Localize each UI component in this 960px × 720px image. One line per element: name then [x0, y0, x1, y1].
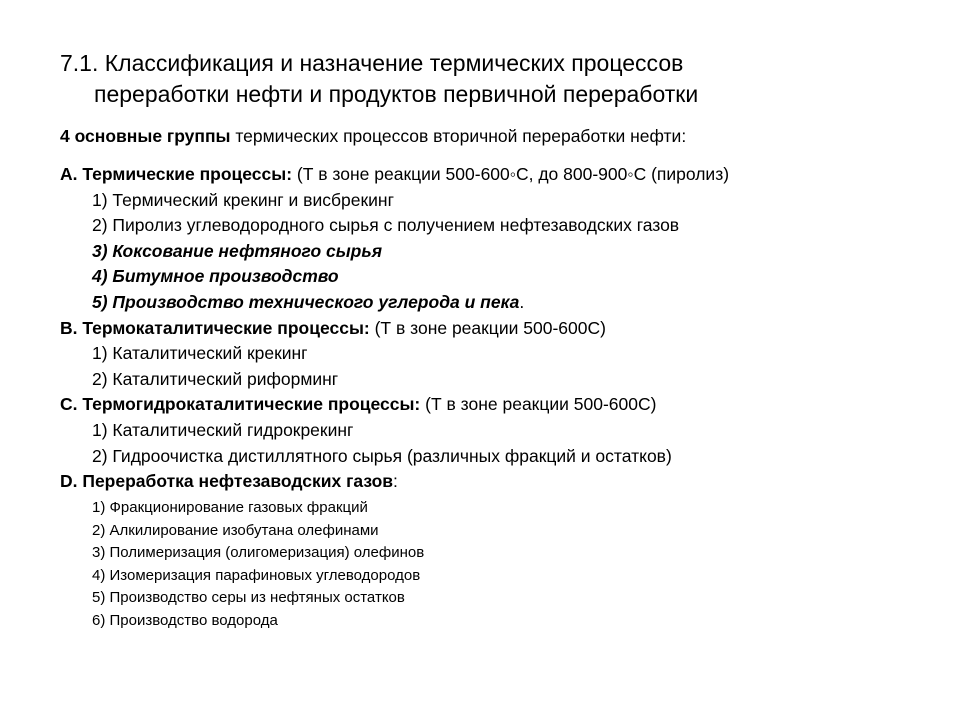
group-d-list — [92, 497, 424, 632]
group-a-note: (Т в зоне реакции 500-600◦С, до 800-900◦С (пиролиз) — [292, 164, 730, 184]
group-c-item-2: 2) Гидроочистка дистиллятного сырья (различных фракций и остатков) — [92, 445, 672, 466]
group-b-heading: B. Термокаталитические процессы: — [60, 317, 370, 338]
group-a-heading: A. Термические процессы: — [60, 164, 293, 184]
intro-bold: 4 основные группы — [60, 126, 231, 146]
group-c-note: (Т в зоне реакции 500-600С) — [420, 394, 657, 415]
group-c-heading-line — [60, 392, 729, 418]
group-d-item-1: 1) Фракционирование газовых фракций — [92, 499, 368, 516]
intro-line — [60, 124, 686, 148]
title-line-2: переработки нефти и продуктов первичной переработки — [94, 81, 699, 107]
group-d-item-6: 6) Производство водорода — [92, 611, 278, 629]
page-title — [60, 48, 920, 110]
title-line-1: 7.1. Классификация и назначение термических процессов — [60, 50, 684, 76]
group-d-item-2: 2) Алкилирование изобутана олефинами — [92, 521, 379, 539]
group-c-item-1: 1) Каталитический гидрокрекинг — [92, 419, 354, 440]
group-a-heading-line — [60, 162, 729, 188]
group-b-heading-line — [60, 316, 729, 342]
group-c-heading: C. Термогидрокаталитические процессы: — [60, 394, 421, 415]
group-d-heading: D. Переработка нефтезаводских газов — [60, 471, 394, 492]
group-b-note: (Т в зоне реакции 500-600С) — [369, 317, 606, 338]
group-d-item-5: 5) Производство серы из нефтяных остатков — [92, 589, 405, 606]
group-a-item-3: 3) Коксование нефтяного сырья — [92, 240, 383, 261]
group-b-item-1: 1) Каталитический крекинг — [92, 343, 308, 364]
group-a-item-5-tail: . — [519, 291, 525, 312]
group-d-note: : — [393, 471, 398, 492]
group-a-item-1: 1) Термический крекинг и висбрекинг — [92, 189, 394, 210]
group-d-item-4: 4) Изомеризация парафиновых углеводородов — [92, 566, 421, 584]
group-a-item-5: 5) Производство технического углерода и пека — [92, 291, 520, 312]
group-b-item-2: 2) Каталитический риформинг — [92, 368, 339, 389]
group-a-item-4: 4) Битумное производство — [92, 266, 339, 287]
group-a-item-5-line — [60, 290, 729, 316]
intro-rest: термических процессов вторичной переработки нефти: — [230, 126, 687, 146]
groups-list — [60, 162, 729, 495]
group-a-item-2: 2) Пиролиз углеводородного сырья с получением нефтезаводских газов — [92, 215, 680, 236]
group-d-item-3: 3) Полимеризация (олигомеризация) олефинов — [92, 544, 425, 561]
group-d-heading-line — [60, 469, 729, 495]
